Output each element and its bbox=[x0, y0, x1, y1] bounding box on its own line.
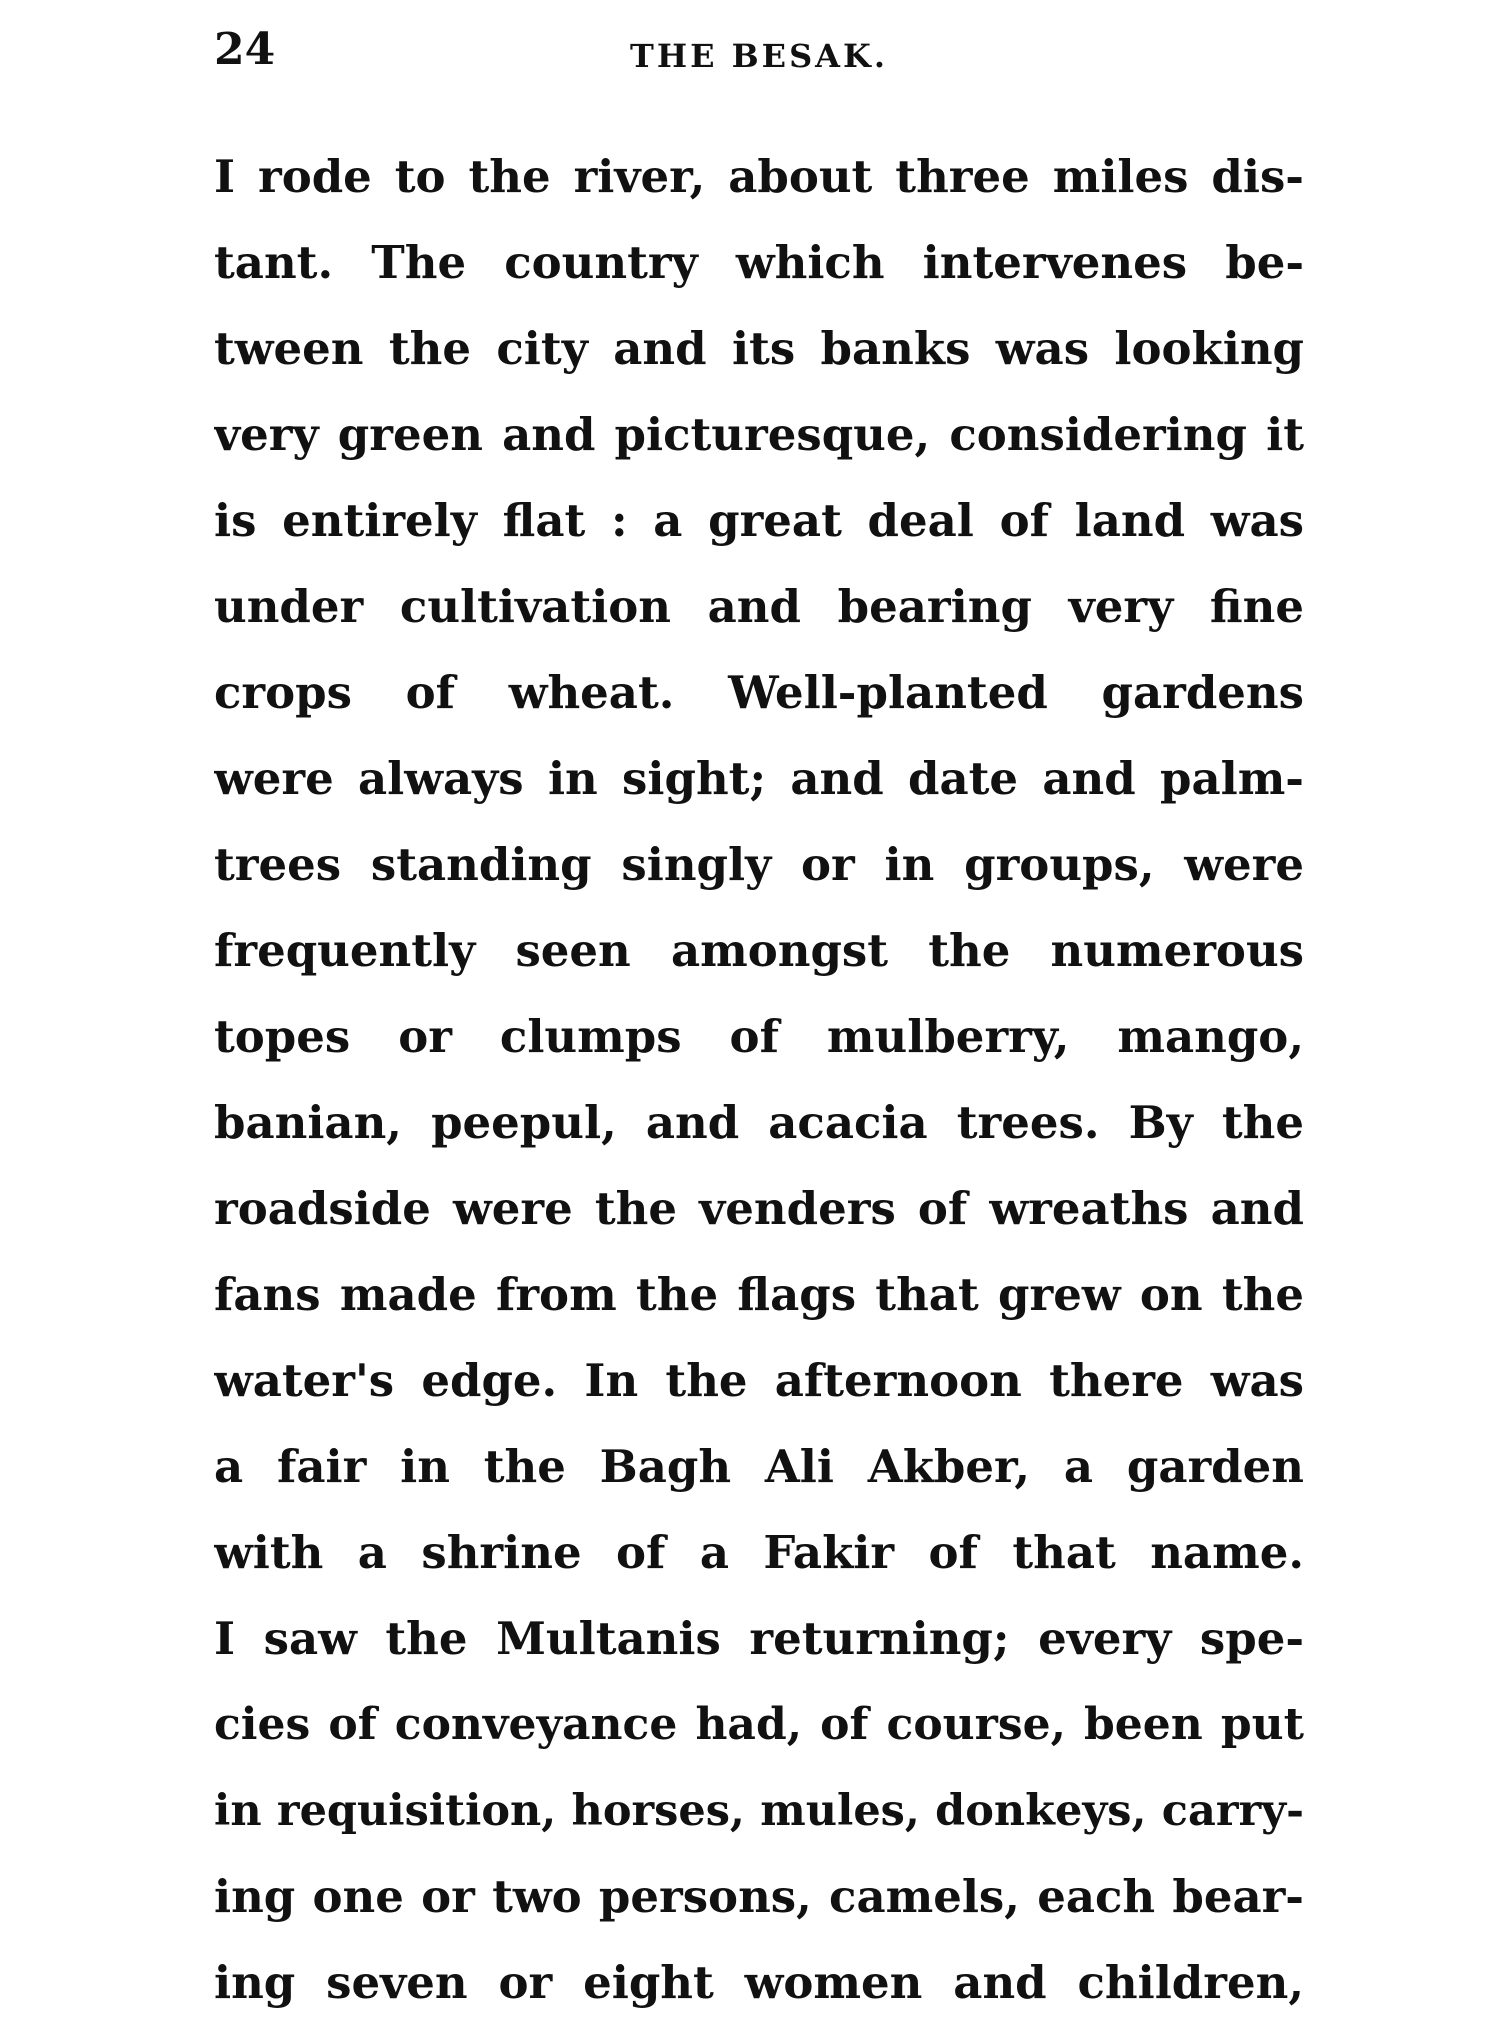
text-line: banian, peepul, and acacia trees. By the bbox=[214, 1096, 1304, 1149]
text-line: trees standing singly or in groups, were bbox=[214, 838, 1304, 891]
running-head bbox=[214, 14, 1304, 84]
text-line: ing one or two persons, camels, each bear- bbox=[214, 1870, 1304, 1923]
text-line: water's edge. In the afternoon there was bbox=[214, 1354, 1304, 1407]
text-line: cies of conveyance had, of course, been put bbox=[214, 1699, 1304, 1750]
text-line: ing seven or eight women and children, bbox=[214, 1956, 1304, 2009]
text-line: were always in sight; and date and palm- bbox=[214, 752, 1304, 805]
text-line: topes or clumps of mulberry, mango, bbox=[214, 1010, 1304, 1063]
text-line: under cultivation and bearing very fine bbox=[214, 580, 1304, 633]
text-line: with a shrine of a Fakir of that name. bbox=[214, 1526, 1304, 1579]
text-line: frequently seen amongst the numerous bbox=[214, 924, 1304, 977]
text-line: fans made from the flags that grew on the bbox=[214, 1268, 1304, 1321]
text-line: very green and picturesque, considering it bbox=[214, 408, 1304, 461]
running-title: THE BESAK. bbox=[630, 37, 888, 75]
text-line: I saw the Multanis returning; every spe- bbox=[214, 1612, 1304, 1665]
text-line: tant. The country which intervenes be- bbox=[214, 236, 1304, 289]
text-line: is entirely flat : a great deal of land was bbox=[214, 494, 1304, 547]
text-line: a fair in the Bagh Ali Akber, a garden bbox=[214, 1440, 1304, 1493]
text-line: I rode to the river, about three miles dis- bbox=[214, 150, 1304, 203]
text-line: tween the city and its banks was looking bbox=[214, 322, 1304, 375]
text-line: roadside were the venders of wreaths and bbox=[214, 1182, 1304, 1235]
body-text bbox=[214, 134, 1304, 2026]
page-number: 24 bbox=[214, 24, 276, 75]
text-line: in requisition, horses, mules, donkeys, carry- bbox=[214, 1786, 1304, 1836]
text-line: crops of wheat. Well-planted gardens bbox=[214, 666, 1304, 719]
